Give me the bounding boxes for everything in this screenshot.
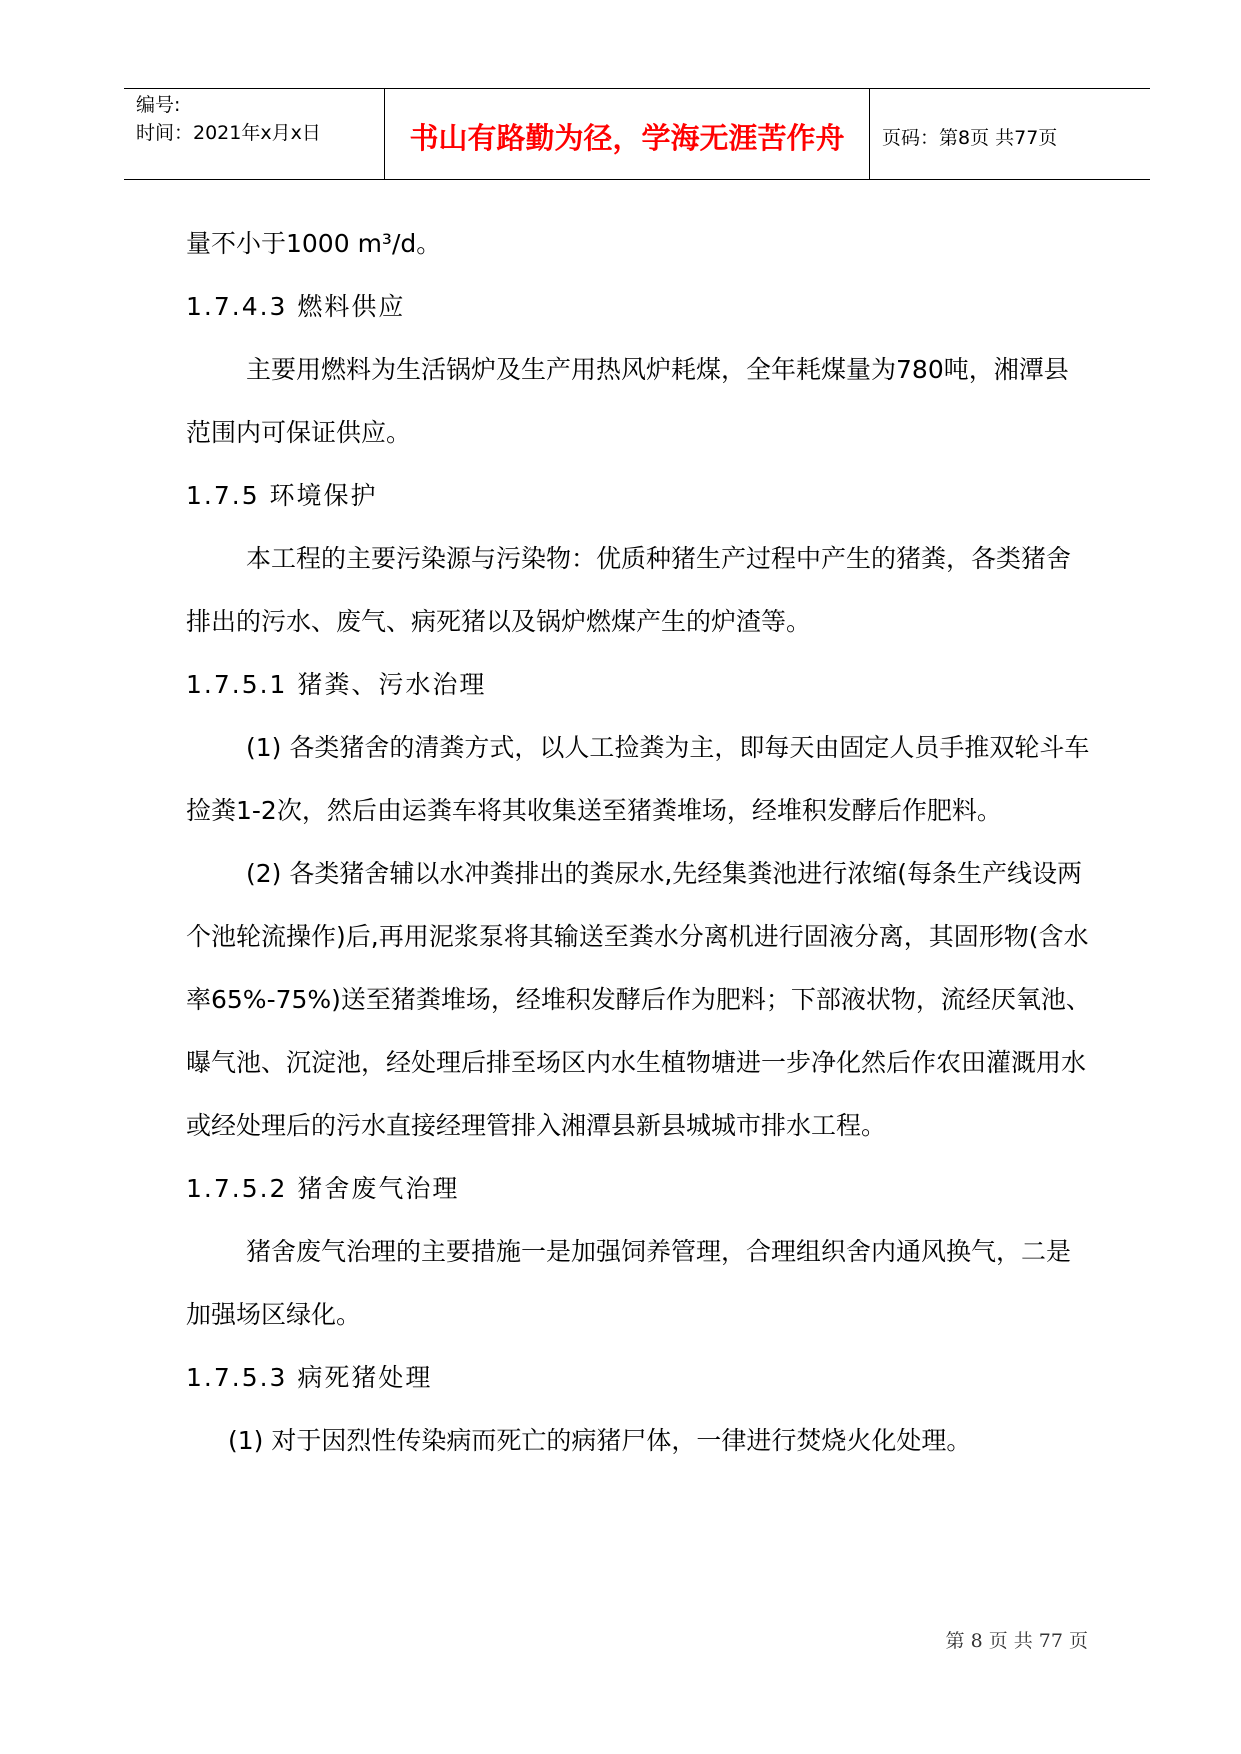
section-heading: 1.7.5.1 猪粪、污水治理 [186, 670, 487, 699]
paragraph: (1) 各类猪舍的清粪方式，以人工捡粪为主，即每天由固定人员手推双轮斗车捡粪1-2次，然后由运粪车将其收集送至猪粪堆场，经堆积发酵后作肥料。 [186, 733, 1090, 825]
header-table [124, 88, 1150, 180]
paragraph: (1) 对于因烈性传染病而死亡的病猪尸体，一律进行焚烧火化处理。 [228, 1426, 972, 1455]
page-footer: 第 8 页 共 77 页 [945, 1630, 1088, 1652]
header-meta [124, 89, 385, 179]
serial-label: 编号: [136, 94, 181, 116]
paragraph: 本工程的主要污染源与污染物：优质种猪生产过程中产生的猪粪，各类猪舍排出的污水、废气、病死猪以及锅炉燃煤产生的炉渣等。 [186, 544, 1072, 636]
paragraph: (2) 各类猪舍辅以水冲粪排出的粪尿水,先经集粪池进行浓缩(每条生产线设两个池轮流操作)后,再用泥浆泵将其输送至粪水分离机进行固液分离，其固形物(含水率65%-75%)送至猪粪堆场，经堆积发酵后作为肥料；下部液状物，流经厌氧池、曝气池、沉淀池，经处理后排至场区内水生植物塘进一步净化然后作农田灌溉用水或经处理后的污水直接经理管排入湘潭县新县城城市排水工程。 [186, 859, 1091, 1140]
header-motto: 书山有路勤为径，学海无涯苦作舟 [385, 89, 870, 179]
paragraph: 猪舍废气治理的主要措施一是加强饲养管理，合理组织舍内通风换气，二是加强场区绿化。 [186, 1237, 1072, 1329]
paragraph: 量不小于1000 m³/d。 [186, 229, 442, 258]
section-heading: 1.7.4.3 燃料供应 [186, 292, 406, 321]
header-page-info: 页码：第8页 共77页 [882, 126, 1058, 149]
section-heading: 1.7.5.2 猪舍废气治理 [186, 1174, 460, 1203]
paragraph: 主要用燃料为生活锅炉及生产用热风炉耗煤，全年耗煤量为780吨，湘潭县范围内可保证供应。 [186, 355, 1069, 447]
document-body [186, 212, 1092, 1472]
section-heading: 1.7.5.3 病死猪处理 [186, 1363, 433, 1392]
section-heading: 1.7.5 环境保护 [186, 481, 378, 510]
time-label: 时间：2021年x月x日 [136, 122, 321, 144]
